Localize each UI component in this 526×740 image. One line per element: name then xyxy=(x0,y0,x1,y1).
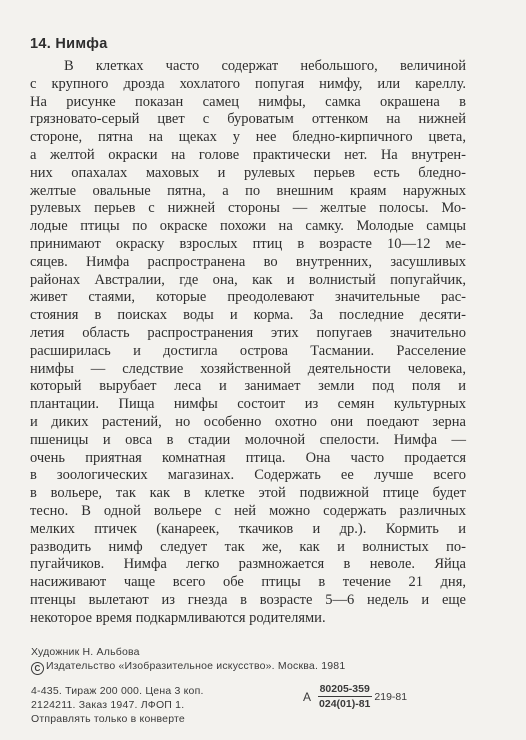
text-line: который вырубает леса и занимает земли под поля и xyxy=(30,378,466,395)
postal-index-code xyxy=(303,683,407,710)
text-line: рулевых перьев с нижней стороны — желтые полосы. Мо- xyxy=(30,200,466,217)
text-line: насиживают чаще всего обе птицы в течение 21 дня, xyxy=(30,574,466,591)
text-line: принимают окраску взрослых птиц в возрасте 10—12 ме- xyxy=(30,235,466,252)
text-line: пшеницы и овса в стадии молочной спелости. Нимфа — xyxy=(30,431,466,448)
publisher-line xyxy=(31,659,411,675)
text-line: живет стаями, которые преодолевают значительные рас- xyxy=(30,289,466,306)
text-line: них опахалах маховых и рулевых перьев есть бледно- xyxy=(30,164,466,181)
text-line: тесно. В одной вольере с ней можно содержать различных xyxy=(30,502,466,519)
text-line: мелких птичек (канареек, ткачиков и др.). Кормить и xyxy=(30,520,466,537)
page-title: 14. Нимфа xyxy=(30,36,108,52)
text-line: грязновато-серый цвет с буроватым оттенком на нижней xyxy=(30,111,466,128)
text-line: На рисунке показан самец нимфы, самка окрашена в xyxy=(30,93,466,110)
print-info-line: 4-435. Тираж 200 000. Цена 3 коп. xyxy=(31,685,204,697)
text-line: очень приятная комнатная птица. Она часто продается xyxy=(30,449,466,466)
index-denominator: 024(01)-81 xyxy=(319,698,371,710)
text-line: сяцев. Нимфа распространена во внутренних, засушливых xyxy=(30,253,466,270)
article-body xyxy=(30,58,466,628)
index-fraction xyxy=(317,683,372,710)
text-line: районах Австралии, где она, как и волнистый попугайчик, xyxy=(30,271,466,288)
text-line: пугайчиков. Нимфа легко размножается в неволе. Яйца xyxy=(30,556,466,573)
text-line: расширилась и достигла острова Тасмании. Расселение xyxy=(30,342,466,359)
publisher-text: Издательство «Изобразительное искусство». Москва. 1981 xyxy=(46,660,346,672)
index-letter: А xyxy=(303,689,312,704)
mailing-note: Отправлять только в конверте xyxy=(31,713,185,725)
text-line: и диких растений, но особенно охотно они поедают зерна xyxy=(30,413,466,430)
text-line: некоторое время подкармливаются родителями. xyxy=(30,609,326,626)
text-line: стояния в поисках воды и корма. За последние десяти- xyxy=(30,307,466,324)
text-line: желтые овальные пятна, а по внешним краям наружных xyxy=(30,182,466,199)
text-line: разводить нимф следует так же, как и волнистых по- xyxy=(30,538,466,555)
index-numerator: 80205-359 xyxy=(319,683,370,695)
text-line: плантации. Пища нимфы состоит из семян культурных xyxy=(30,396,466,413)
text-line: в вольере, так как в клетке этой подвижной птице будет xyxy=(30,485,466,502)
text-line: в зоологических магазинах. Содержать ее лучше всего xyxy=(30,467,466,484)
text-line: лодые птицы по окраске похожи на самку. Молодые самцы xyxy=(30,218,466,235)
text-line: летия область распространения этих попугаев значительно xyxy=(30,324,466,341)
print-info-line: 2124211. Заказ 1947. ЛФОП 1. xyxy=(31,699,185,711)
text-line: птенцы вылетают из гнезда в возрасте 5—6 недель и еще xyxy=(30,591,466,608)
text-line: стороне, пятна на щеках у нее бледно-кирпичного цвета, xyxy=(30,129,466,146)
artist-credit: Художник Н. Альбова xyxy=(31,646,140,658)
text-line: с крупного дрозда хохлатого попугая нимфу, или кареллу. xyxy=(30,75,466,92)
text-line: В клетках часто содержат небольшого, величиной xyxy=(64,58,466,74)
text-line: нимфы — следствие хозяйственной деятельности человека, xyxy=(30,360,466,377)
text-line: а желтой окраски на голове практически нет. На внутрен- xyxy=(30,146,466,163)
copyright-icon: С xyxy=(31,662,44,675)
index-suffix: 219-81 xyxy=(374,690,408,703)
